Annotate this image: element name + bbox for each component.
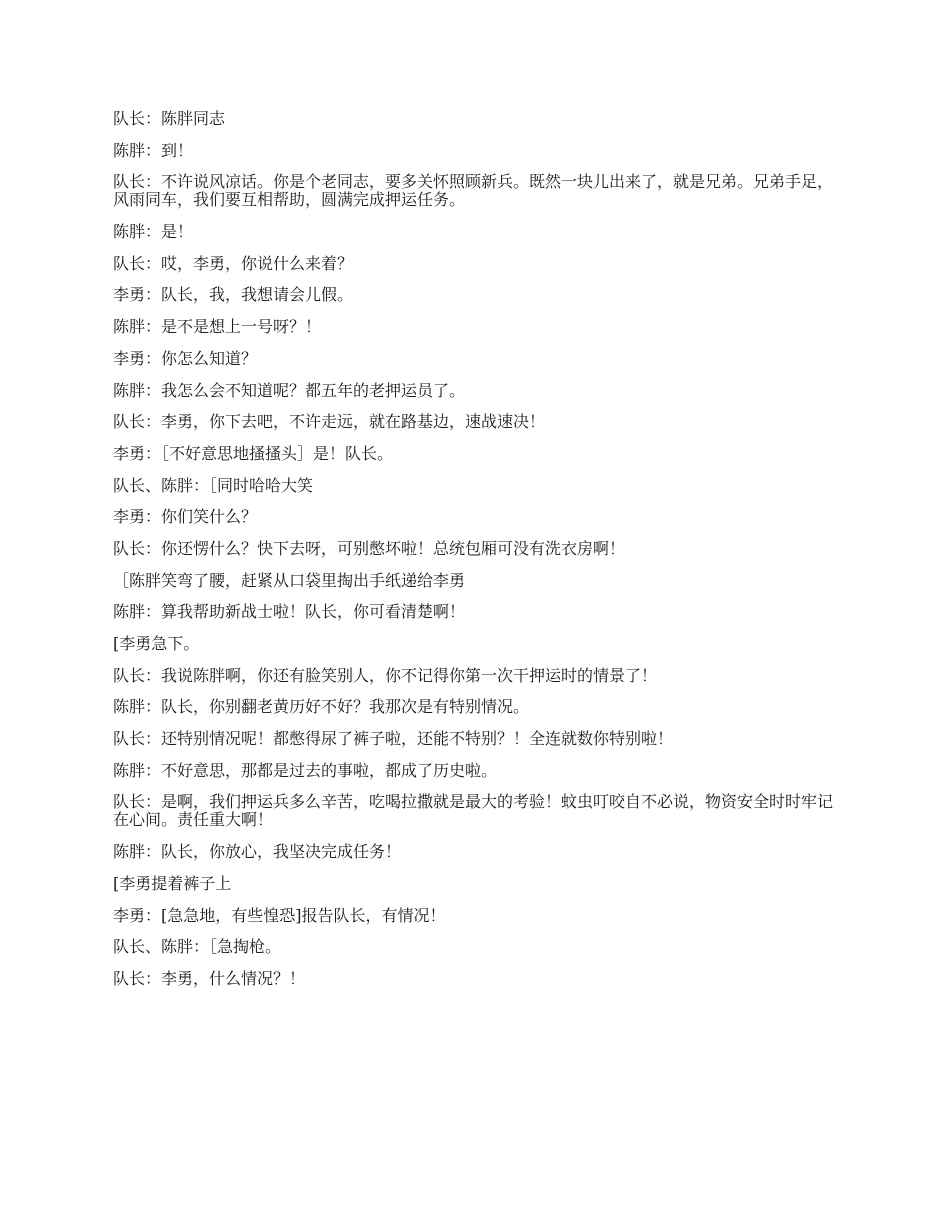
- dialogue-line: 李勇：队长，我，我想请会儿假。: [113, 285, 354, 305]
- dialogue-line: 陈胖：队长，你放心，我坚决完成任务！: [113, 842, 402, 862]
- dialogue-line: 陈胖：是！: [113, 222, 194, 242]
- dialogue-line: 队长：是啊，我们押运兵多么辛苦，吃喝拉撒就是最大的考验！蚊虫叮咬自不必说，物资安全时时牢记在心间。责任重大啊！: [113, 792, 834, 830]
- dialogue-line: 李勇：［不好意思地搔搔头］是！队长。: [113, 443, 394, 463]
- script-text: [113, 110, 843, 1002]
- dialogue-line: 李勇：你们笑什么？: [113, 507, 258, 527]
- dialogue-line: 队长：我说陈胖啊，你还有脸笑别人，你不记得你第一次干押运时的情景了！: [113, 665, 658, 685]
- dialogue-line: 队长：李勇，你下去吧，不许走远，就在路基边，速战速决！: [113, 412, 546, 432]
- dialogue-line: 队长：不许说风凉话。你是个老同志，要多关怀照顾新兵。既然一块儿出来了，就是兄弟。兄弟手足，风雨同车，我们要互相帮助，圆满完成押运任务。: [113, 172, 834, 210]
- dialogue-line: 队长：李勇，什么情况？！: [113, 968, 306, 988]
- dialogue-line: 陈胖：到！: [113, 140, 194, 160]
- dialogue-line: 队长：你还愣什么？快下去呀，可别憋坏啦！总统包厢可没有洗衣房啊！: [113, 538, 626, 558]
- dialogue-line: 队长：还特别情况呢！都憋得尿了裤子啦，还能不特别？！全连就数你特别啦！: [113, 729, 674, 749]
- dialogue-line: 队长：哎，李勇，你说什么来着？: [113, 253, 354, 273]
- dialogue-line: 陈胖：队长，你别翻老黄历好不好？我那次是有特别情况。: [113, 697, 530, 717]
- dialogue-line: 李勇：你怎么知道？: [113, 348, 258, 368]
- dialogue-line: 队长、陈胖：［同时哈哈大笑: [113, 475, 314, 495]
- dialogue-line: 李勇：[急急地，有些惶恐]报告队长，有情况！: [113, 905, 446, 925]
- dialogue-line: 队长、陈胖：［急掏枪。: [113, 937, 282, 957]
- dialogue-line: 陈胖：是不是想上一号呀？！: [113, 317, 322, 337]
- dialogue-line: 陈胖：算我帮助新战士啦！队长，你可看清楚啊！: [113, 602, 466, 622]
- dialogue-line: 陈胖：不好意思，那都是过去的事啦，都成了历史啦。: [113, 760, 498, 780]
- dialogue-line: 队长：陈胖同志: [113, 109, 226, 128]
- stage-direction: ［陈胖笑弯了腰，赶紧从口袋里掏出手纸递给李勇: [113, 570, 466, 590]
- stage-direction: [李勇提着裤子上: [113, 873, 232, 893]
- stage-direction: [李勇急下。: [113, 634, 200, 653]
- dialogue-line: 陈胖：我怎么会不知道呢？都五年的老押运员了。: [113, 380, 466, 400]
